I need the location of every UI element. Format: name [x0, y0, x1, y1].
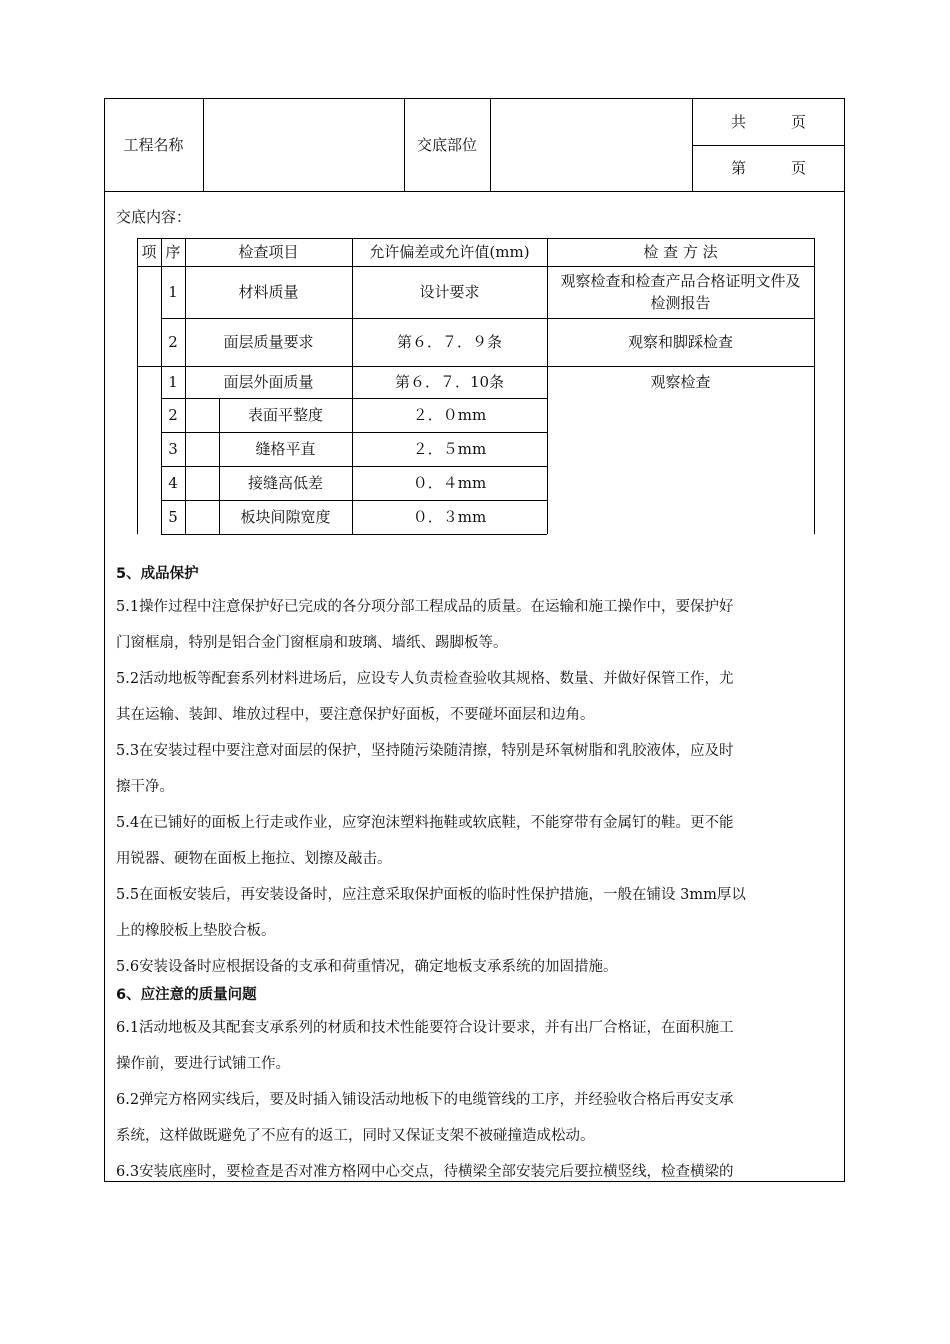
table-rule [161, 534, 547, 535]
table-cell-item: 面层质量要求 [223, 333, 314, 351]
table-cell-value: ２．０mm [412, 406, 487, 424]
table-cell-value: ２．５mm [412, 440, 487, 458]
body-line: 门窗框扇，特别是铝合金门窗框扇和玻璃、墙纸、踢脚板等。 [116, 635, 508, 651]
body-line: 系统，这样做既避免了不应有的返工，同时又保证支架不被碰撞造成松动。 [116, 1128, 595, 1144]
table-header-method: 检 查 方 法 [643, 243, 718, 261]
table-cell-seq: 3 [168, 440, 178, 458]
header-bottom-rule [104, 191, 845, 192]
body-line: 5.6安装设备时应根据设备的支承和荷重情况，确定地板支承系统的加固措施。 [116, 959, 618, 975]
table-cell-item: 面层外面质量 [223, 373, 314, 391]
section-body [116, 589, 836, 985]
table-cell-item: 接缝高低差 [247, 474, 323, 492]
table-header-value: 允许偏差或允许值(mm) [369, 243, 530, 261]
section-heading: 6、应注意的质量问题 [116, 987, 257, 1003]
table-column-rule [814, 238, 815, 534]
table-cell-item: 板块间隙宽度 [240, 508, 331, 526]
table-cell-method: 观察和脚踩检查 [627, 333, 733, 351]
table-header-category: 项 [141, 243, 157, 261]
table-cell-value: ０．４mm [412, 474, 487, 492]
body-line: 操作前，要进行试铺工作。 [116, 1056, 290, 1072]
table-cell-seq: 4 [168, 474, 178, 492]
body-line: 6.1活动地板及其配套支承系列的材质和技术性能要符合设计要求，并有出厂合格证，在面积施工 [116, 1020, 734, 1036]
section-heading: 5、成品保护 [116, 566, 199, 582]
table-cell-seq: 1 [168, 283, 178, 301]
table-cell-item: 材料质量 [238, 283, 299, 301]
table-cell-value: 设计要求 [419, 283, 480, 301]
project-name-label: 工程名称 [123, 135, 184, 154]
content-label: 交底内容： [116, 208, 192, 226]
table-cell-value: 第６．７．10条 [394, 373, 505, 391]
body-line: 用锐器、硬物在面板上拖拉、划擦及敲击。 [116, 851, 392, 867]
table-cell-method: 观察检查 [650, 373, 711, 391]
body-line: 擦干净。 [116, 779, 174, 795]
body-line: 5.4在已铺好的面板上行走或作业，应穿泡沫塑料拖鞋或软底鞋，不能穿带有金属钉的鞋。更不能 [116, 815, 734, 831]
table-cell-value: ０．３mm [412, 508, 487, 526]
table-cell-method [547, 266, 814, 318]
table-column-rule [137, 238, 138, 534]
body-line: 5.5在面板安装后，再安装设备时，应注意采取保护面板的临时性保护措施，一般在铺设 3mm厚以 [116, 887, 746, 903]
location-value [490, 98, 692, 191]
table-cell-seq: 5 [168, 508, 178, 526]
table-cell-seq: 2 [168, 333, 178, 351]
total-pages-label: 共 页 [730, 112, 806, 131]
page-number-label: 第 页 [730, 159, 806, 177]
body-line: 其在运输、装卸、堆放过程中，要注意保护好面板，不要碰坏面层和边角。 [116, 707, 595, 723]
body-line: 6.2弹完方格网实线后，要及时插入铺设活动地板下的电缆管线的工序，并经验收合格后再安支承 [116, 1092, 734, 1108]
project-name-value [203, 98, 404, 191]
table-cell-seq: 2 [168, 406, 178, 424]
body-line: 6.3安装底座时，要检查是否对准方格网中心交点，待横梁全部安装完后要拉横竖线，检查横梁的 [116, 1164, 734, 1180]
table-cell-method-line: 观察检查和检查产品合格证明文件及 [560, 272, 801, 290]
table-cell-value: 第６．７．９条 [396, 333, 502, 351]
location-label: 交底部位 [416, 135, 477, 154]
section-body [116, 1010, 836, 1190]
body-line: 5.1操作过程中注意保护好已完成的各分项分部工程成品的质量。在运输和施工操作中，要保护好 [116, 599, 734, 615]
table-header-seq: 序 [165, 243, 181, 261]
body-line: 5.3在安装过程中要注意对面层的保护，坚持随污染随清擦，特别是环氧树脂和乳胶液体，应及时 [116, 743, 734, 759]
body-line: 上的橡胶板上垫胶合板。 [116, 923, 276, 939]
table-cell-seq: 1 [168, 373, 178, 391]
table-header-item: 检查项目 [238, 243, 299, 261]
table-cell-method-line: 检测报告 [650, 294, 711, 312]
table-cell-item: 表面平整度 [247, 406, 323, 424]
body-line: 5.2活动地板等配套系列材料进场后，应设专人负责检查验收其规格、数量、并做好保管工作，尤 [116, 671, 734, 687]
table-cell-item: 缝格平直 [255, 440, 316, 458]
